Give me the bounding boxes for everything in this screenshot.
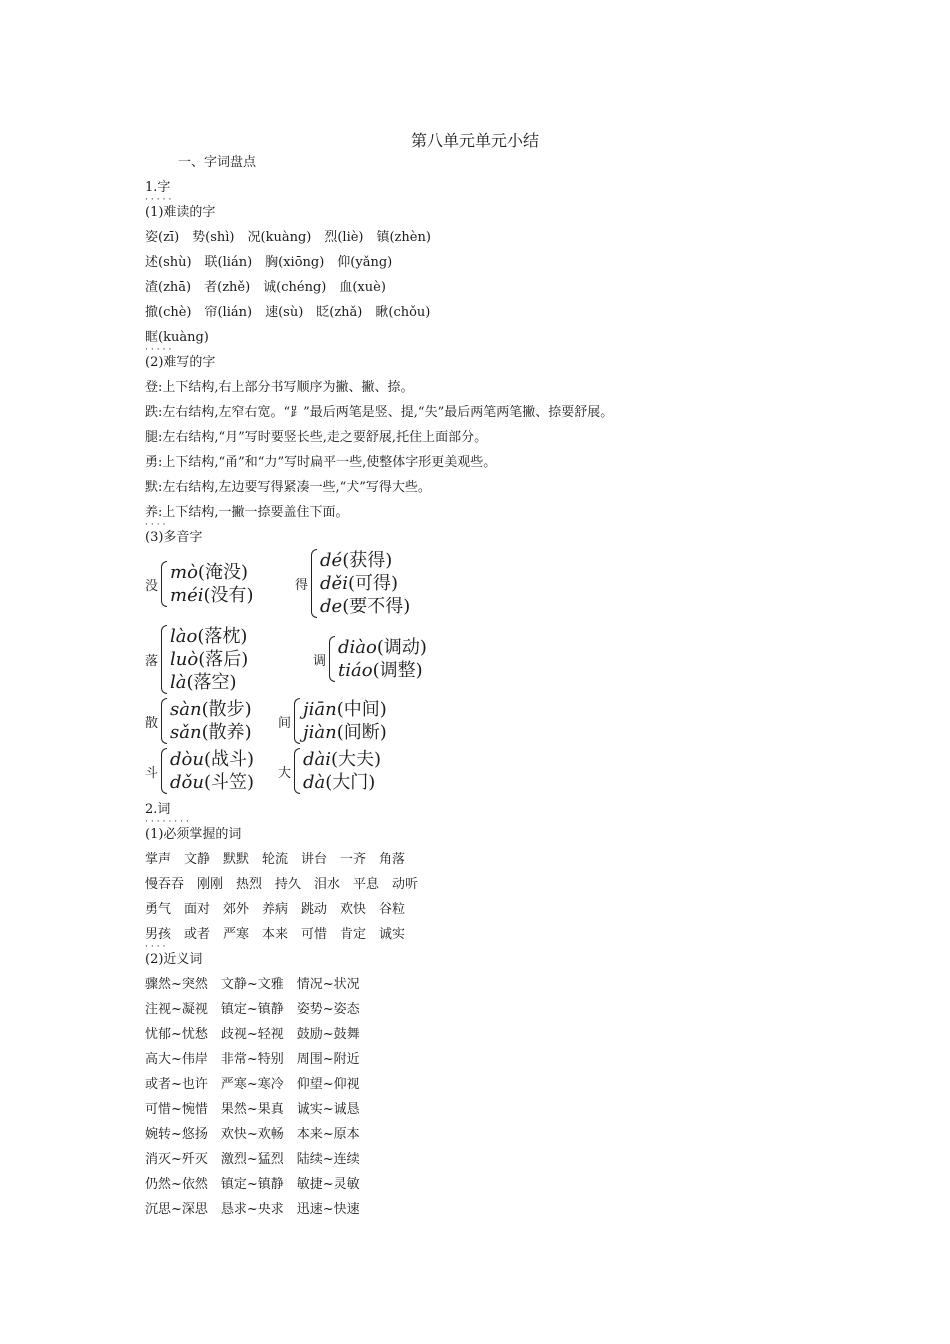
pinyin-text: luò <box>170 649 199 670</box>
polyphone-char: 斗 <box>145 765 159 781</box>
polyphone-char: 得 <box>295 578 309 593</box>
example-word: (间断) <box>336 722 387 743</box>
synonym-line: 高大~伟岸 非常~特别 周围~附近 <box>145 1052 360 1067</box>
polyphone-reading <box>170 584 254 607</box>
example-word: (可得) <box>347 573 398 594</box>
example-word: (获得) <box>342 550 393 571</box>
polyphone-char: 没 <box>145 578 159 594</box>
nanxie-line: 养:上下结构,一撇一捺要盖住下面。 <box>145 505 349 520</box>
synonym-line: 仍然~依然 镇定~镇静 敏捷~灵敏 <box>145 1177 360 1192</box>
synonym-line: 消灭~歼灭 激烈~猛烈 陆续~连续 <box>145 1152 360 1167</box>
emphasis-dots: ····· <box>145 345 175 355</box>
example-word: (落后) <box>198 649 249 670</box>
polyphone-char: 散 <box>145 715 159 731</box>
example-word: (中间) <box>336 699 387 720</box>
subsection-ci: 2.词 <box>145 802 171 817</box>
nanxie-line: 勇:上下结构,“甬”和“力”写时扁平一些,使整体字形更美观些。 <box>145 455 497 470</box>
pinyin-text: diào <box>338 637 377 658</box>
example-word: (斗笠) <box>203 772 255 793</box>
emphasis-dots: ········ <box>145 817 192 827</box>
master-words-line: 勇气 面对 郊外 养病 跳动 欢快 谷粒 <box>145 902 406 917</box>
example-word: (散步) <box>201 699 252 720</box>
polyphone-char: 落 <box>145 654 159 669</box>
example-word: (落枕) <box>197 626 248 647</box>
heading-master-words: (1)必须掌握的词 <box>145 827 242 842</box>
brace-icon <box>294 748 300 794</box>
pinyin-text: dé <box>320 550 343 571</box>
polyphone-group-da <box>278 748 381 794</box>
example-word: (散养) <box>201 722 252 743</box>
polyphone-reading <box>170 721 252 744</box>
synonym-line: 骤然~突然 文静~文雅 情况~状况 <box>145 977 360 992</box>
nanxie-line: 登:上下结构,右上部分书写顺序为撇、撇、捺。 <box>145 380 414 395</box>
pinyin-text: jiān <box>303 699 337 720</box>
pinyin-text: tiáo <box>338 660 373 681</box>
example-word: (淹没) <box>197 562 248 583</box>
nandu-line: 述(shù) 联(lián) 胸(xiōng) 仰(yǎng) <box>145 255 393 270</box>
brace-icon <box>311 549 317 618</box>
polyphone-reading <box>170 771 254 794</box>
polyphone-reading <box>320 549 410 572</box>
pinyin-text: là <box>170 672 187 693</box>
polyphone-reading <box>338 659 427 682</box>
polyphone-group-mei <box>145 561 254 607</box>
subsection-zi: 1.字 <box>145 180 171 195</box>
polyphone-group-jian <box>278 698 387 744</box>
master-words-line: 慢吞吞 刚刚 热烈 持久 泪水 平息 动听 <box>145 877 419 892</box>
brace-icon <box>329 636 335 682</box>
heading-synonyms: (2)近义词 <box>145 952 203 967</box>
heading-nanxie: (2)难写的字 <box>145 355 216 370</box>
heading-nandu: (1)难读的字 <box>145 205 216 220</box>
nandu-line: 渣(zhā) 者(zhě) 诚(chéng) 血(xuè) <box>145 280 386 295</box>
polyphone-group-luo <box>145 625 248 694</box>
synonym-line: 可惜~惋惜 果然~果真 诚实~诚恳 <box>145 1102 360 1117</box>
pinyin-text: sàn <box>170 699 202 720</box>
synonym-line: 注视~凝视 镇定~镇静 姿势~姿态 <box>145 1002 360 1017</box>
master-words-line: 男孩 或者 严寒 本来 可惜 肯定 诚实 <box>145 927 406 942</box>
polyphone-char: 大 <box>278 765 292 781</box>
polyphone-reading <box>320 595 410 618</box>
polyphone-reading <box>170 671 248 694</box>
pinyin-text: de <box>320 596 343 617</box>
pinyin-text: sǎn <box>170 722 202 743</box>
brace-icon <box>161 625 167 694</box>
synonym-line: 婉转~悠扬 欢快~欢畅 本来~原本 <box>145 1127 360 1142</box>
polyphone-char: 调 <box>313 653 327 669</box>
synonym-line: 沉思~深思 恳求~央求 迅速~快速 <box>145 1202 360 1217</box>
polyphone-group-diao <box>313 636 427 682</box>
synonym-line: 或者~也许 严寒~寒冷 仰望~仰视 <box>145 1077 360 1092</box>
polyphone-group-de <box>295 549 410 618</box>
polyphone-group-dou <box>145 748 254 794</box>
polyphone-reading <box>303 748 381 771</box>
example-word: (调整) <box>372 660 423 681</box>
polyphone-reading <box>320 572 410 595</box>
polyphone-char: 间 <box>278 715 292 731</box>
pinyin-text: mò <box>170 562 198 583</box>
example-word: (落空) <box>186 672 237 693</box>
polyphone-reading <box>170 561 254 584</box>
example-word: (调动) <box>376 637 427 658</box>
nandu-line: 撤(chè) 帘(lián) 速(sù) 眨(zhǎ) 瞅(chǒu) <box>145 305 431 320</box>
heading-duoyin: (3)多音字 <box>145 530 203 545</box>
pinyin-text: dà <box>303 772 326 793</box>
pinyin-text: děi <box>320 573 348 594</box>
synonym-line: 忧郁~忧愁 歧视~轻视 鼓励~鼓舞 <box>145 1027 360 1042</box>
nanxie-line: 腿:左右结构,“月”写时要竖长些,走之要舒展,托住上面部分。 <box>145 430 488 445</box>
polyphone-reading <box>170 698 252 721</box>
emphasis-dots: ···· <box>145 520 169 530</box>
polyphone-reading <box>303 698 387 721</box>
polyphone-group-san <box>145 698 252 744</box>
brace-icon <box>161 698 167 744</box>
example-word: (大夫) <box>331 749 382 770</box>
polyphone-reading <box>170 625 248 648</box>
polyphone-reading <box>338 636 427 659</box>
polyphone-reading <box>303 721 387 744</box>
pinyin-text: méi <box>170 585 204 606</box>
pinyin-text: dǒu <box>170 772 204 793</box>
brace-icon <box>161 748 167 794</box>
polyphone-reading <box>303 771 381 794</box>
nandu-line: 姿(zī) 势(shì) 况(kuàng) 烈(liè) 镇(zhèn) <box>145 230 431 245</box>
pinyin-text: jiàn <box>303 722 337 743</box>
pinyin-text: lào <box>170 626 198 647</box>
emphasis-dots: ····· <box>145 195 175 205</box>
section-heading-zici: 一、字词盘点 <box>178 155 257 170</box>
master-words-line: 掌声 文静 默默 轮流 讲台 一齐 角落 <box>145 852 406 867</box>
emphasis-dots: ···· <box>145 942 169 952</box>
example-word: (要不得) <box>342 596 411 617</box>
example-word: (没有) <box>203 585 254 606</box>
example-word: (大门) <box>325 772 376 793</box>
page-title: 第八单元单元小结 <box>410 131 539 150</box>
example-word: (战斗) <box>203 749 255 770</box>
nanxie-line: 默:左右结构,左边要写得紧凑一些,“犬”写得大些。 <box>145 480 431 495</box>
polyphone-reading <box>170 748 254 771</box>
nanxie-line: 跌:左右结构,左窄右宽。“⻊”最后两笔是竖、提,“失”最后两笔两笔撇、捺要舒展。 <box>145 405 614 420</box>
brace-icon <box>161 561 167 607</box>
nandu-line: 眶(kuàng) <box>145 330 209 345</box>
pinyin-text: dòu <box>170 749 204 770</box>
polyphone-reading <box>170 648 248 671</box>
brace-icon <box>294 698 300 744</box>
pinyin-text: dài <box>303 749 332 770</box>
